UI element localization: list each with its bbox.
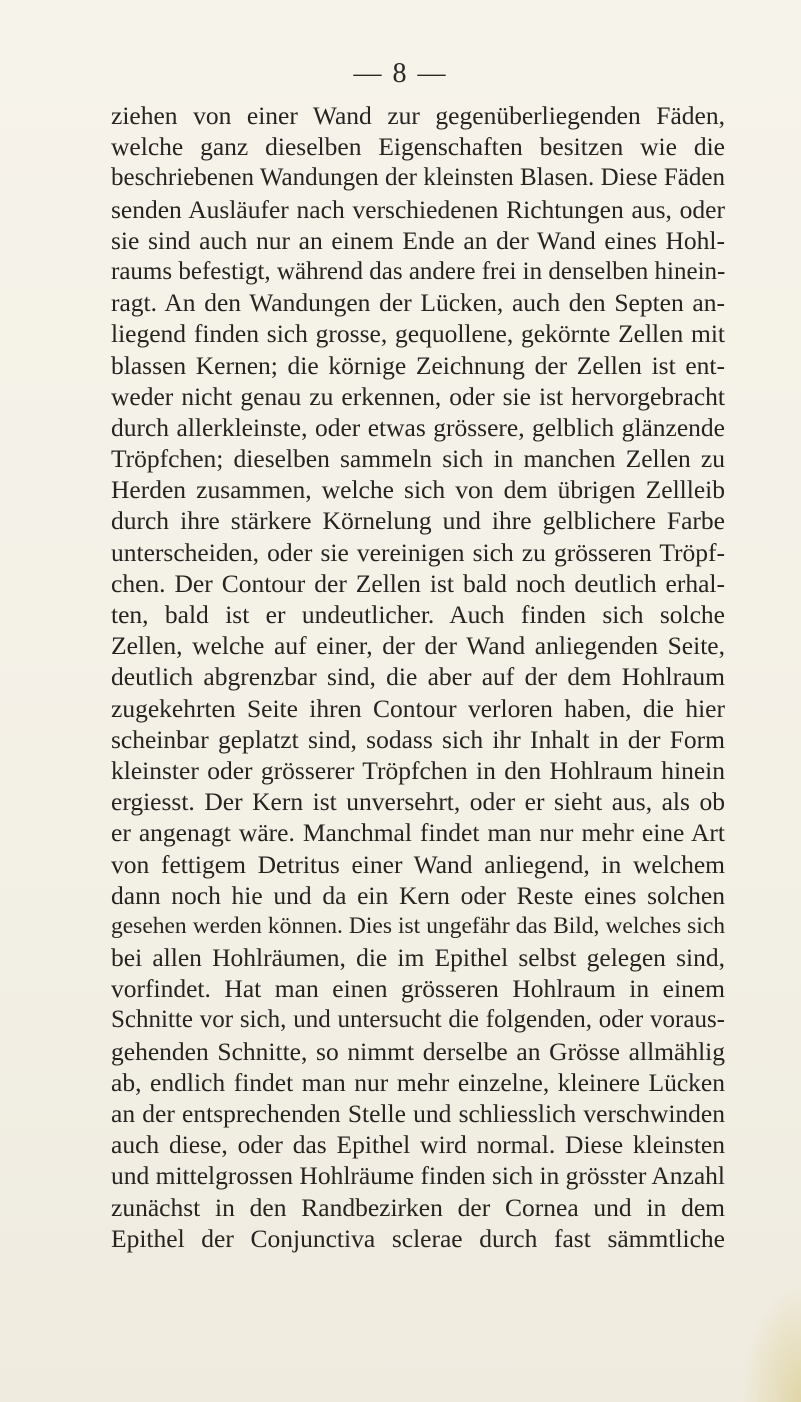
text-line-12: Tröpfchen; dieselben sammeln sich in manchen Zellen zu [111,444,725,474]
text-line-10: weder nicht genau zu erkennen, oder sie ist hervorgebracht [111,381,725,411]
text-line-1: ziehen von einer Wand zur gegenüberliegenden Fäden, [111,101,725,130]
text-line-17: ten, bald ist er undeutlicher. Auch finden sich solche [111,600,725,629]
text-line-27: gesehen werden können. Dies ist ungefähr das Bild, welches sich [111,912,725,939]
text-line-14: durch ihre stärkere Körnelung und ihre gelblichere Farbe [111,506,725,536]
text-line-5: sie sind auch nur an einem Ende an der Wand eines Hohl- [111,225,725,255]
page-corner-stain [741,1282,801,1402]
text-line-18: Zellen, welche auf einer, der der Wand anliegenden Seite, [111,631,725,661]
text-line-36: zunächst in den Randbezirken der Cornea und in dem [111,1192,725,1222]
text-line-11: durch allerkleinste, oder etwas grössere, gelblich glänzende [111,412,725,442]
text-line-31: gehenden Schnitte, so nimmt derselbe an Grösse allmählig [111,1036,725,1066]
text-line-32: ab, endlich findet man nur mehr einzelne, kleinere Lücken [111,1067,725,1097]
text-line-37: Epithel der Conjunctiva sclerae durch fast sämmtliche [111,1223,725,1253]
text-line-13: Herden zusammen, welche sich von dem übrigen Zellleib [111,475,725,505]
text-line-3: beschriebenen Wandungen der kleinsten Blasen. Diese Fäden [111,164,725,192]
body-text [111,100,725,1254]
text-line-30: Schnitte vor sich, und untersucht die folgenden, oder voraus- [111,1006,725,1034]
text-line-15: unterscheiden, oder sie vereinigen sich zu grösseren Tröpf- [111,537,725,567]
text-line-2: welche ganz dieselben Eigenschaften besitzen wie die [111,132,725,162]
text-line-20: zugekehrten Seite ihren Contour verloren haben, die hier [111,693,725,723]
text-line-29: vorfindet. Hat man einen grösseren Hohlraum in einem [111,974,725,1004]
text-line-7: ragt. An den Wandungen der Lücken, auch den Septen an- [111,288,725,318]
text-line-21: scheinbar geplatzt sind, sodass sich ihr Inhalt in der Form [111,724,725,754]
text-line-28: bei allen Hohlräumen, die im Epithel selbst gelegen sind, [111,943,725,973]
text-line-25: von fettigem Detritus einer Wand anliegend, in welchem [111,849,725,879]
text-line-16: chen. Der Contour der Zellen ist bald noch deutlich erhal- [111,568,725,598]
text-line-6: raums befestigt, während das andere frei in denselben hinein- [111,257,726,285]
text-line-9: blassen Kernen; die körnige Zeichnung der Zellen ist ent- [111,350,725,380]
text-line-35: und mittelgrossen Hohlräume finden sich in grösster Anzahl [111,1161,726,1191]
text-line-34: auch diese, oder das Epithel wird normal. Diese kleinsten [111,1130,725,1160]
text-line-24: er angenagt wäre. Manchmal findet man nur mehr eine Art [111,818,725,848]
text-line-33: an der entsprechenden Stelle und schliesslich verschwinden [111,1099,725,1128]
text-line-4: senden Ausläufer nach verschiedenen Richtungen aus, oder [111,194,725,224]
text-line-8: liegend finden sich grosse, gequollene, gekörnte Zellen mit [111,319,725,349]
text-line-22: kleinster oder grösserer Tröpfchen in den Hohlraum hinein [111,755,725,785]
page-number: — 8 — [353,58,448,89]
text-line-26: dann noch hie und da ein Kern oder Reste eines solchen [111,880,725,910]
text-line-23: ergiesst. Der Kern ist unversehrt, oder er sieht aus, als ob [111,787,725,817]
text-line-19: deutlich abgrenzbar sind, die aber auf der dem Hohlraum [111,662,725,692]
